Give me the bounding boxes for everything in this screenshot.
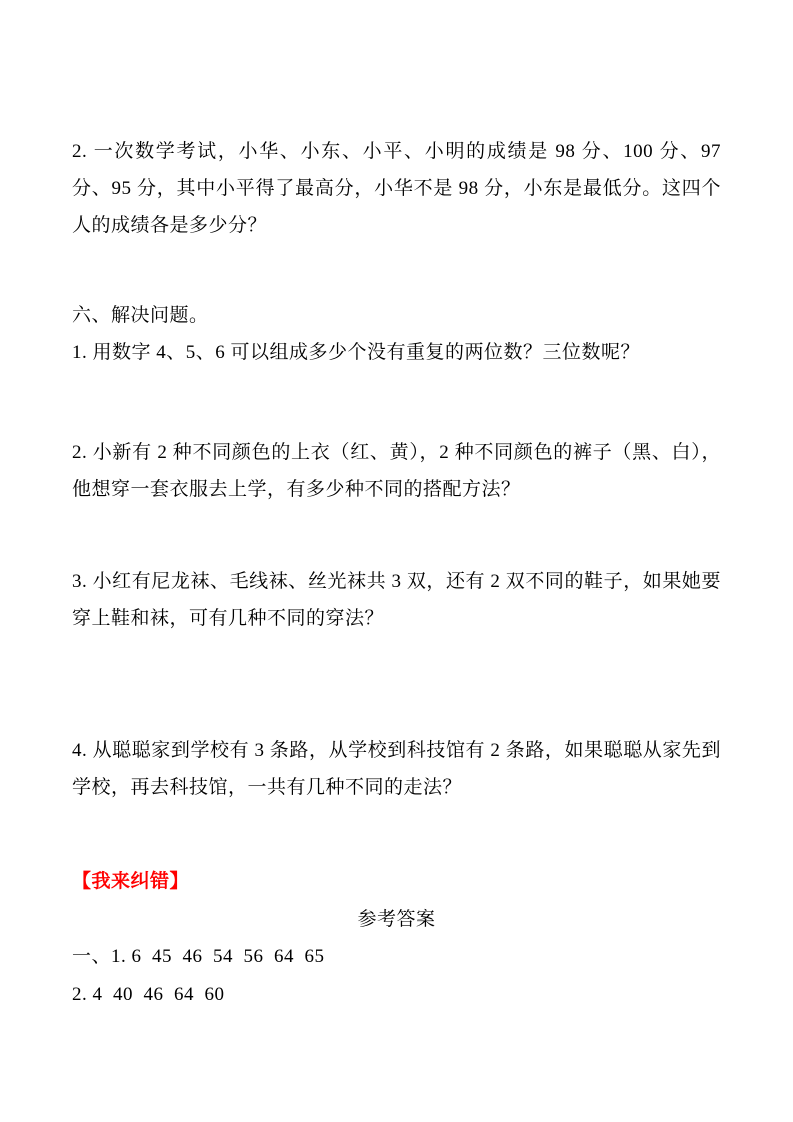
answers-line-2: 2. 4 40 46 64 60 — [72, 984, 225, 1005]
section-six-problem-3: 3. 小红有尼龙袜、毛线袜、丝光袜共 3 双，还有 2 双不同的鞋子，如果她要穿上鞋和袜，可有几种不同的穿法？ — [72, 571, 721, 629]
problem-2-paragraph: 2. 一次数学考试，小华、小东、小平、小明的成绩是 98 分、100 分、97 分、95 分，其中小平得了最高分，小华不是 98 分，小东是最低分。这四个人的成绩各是多少分？ — [72, 141, 721, 236]
section-six-problem-4: 4. 从聪聪家到学校有 3 条路，从学校到科技馆有 2 条路，如果聪聪从家先到学校，再去科技馆，一共有几种不同的走法？ — [72, 740, 721, 798]
section-six-problem-2: 2. 小新有 2 种不同颜色的上衣（红、黄），2 种不同颜色的裤子（黑、白），他想穿一套衣服去上学，有多少种不同的搭配方法？ — [72, 442, 721, 500]
answers-line-1: 一、1. 6 45 46 54 56 64 65 — [72, 946, 325, 967]
correction-label: 【我来纠错】 — [72, 871, 190, 892]
section-six-problem-1: 1. 用数字 4、5、6 可以组成多少个没有重复的两位数？三位数呢？ — [72, 342, 641, 363]
section-six-heading: 六、解决问题。 — [72, 305, 209, 326]
answers-title: 参考答案 — [357, 909, 436, 930]
